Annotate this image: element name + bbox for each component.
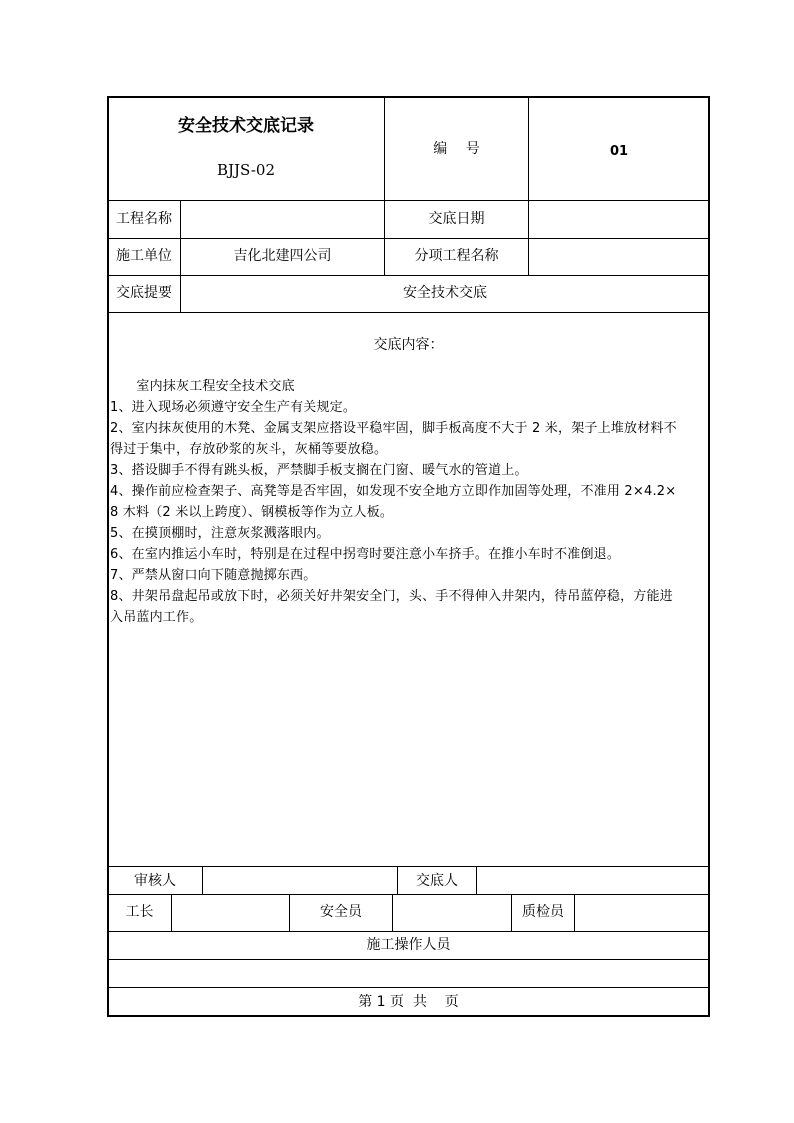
- content-line: 8 木料（2 米以上跨度）、钢模板等作为立人板。: [110, 505, 394, 520]
- unit-label: 施工单位: [116, 248, 172, 264]
- number-label: 编 号: [433, 141, 480, 157]
- foreman-label: 工长: [125, 904, 154, 920]
- content-line: 6、在室内推运小车时，特别是在过程中拐弯时要注意小车挤手。在推小车时不准倒退。: [110, 547, 621, 562]
- unit-value[interactable]: 吉化北建四公司: [233, 248, 332, 264]
- presenter-label: 交底人: [416, 873, 458, 889]
- quality-field[interactable]: [575, 895, 709, 931]
- content-line: 1、进入现场必须遵守安全生产有关规定。: [110, 400, 357, 415]
- summary-label: 交底提要: [116, 285, 172, 301]
- safety-label: 安全员: [320, 904, 362, 920]
- content-line: 5、在摸顶棚时，注意灰浆溅落眼内。: [110, 526, 330, 541]
- foreman-field[interactable]: [172, 895, 289, 931]
- reviewer-label: 审核人: [134, 873, 176, 889]
- safety-field[interactable]: [393, 895, 511, 931]
- content-line: 3、搭设脚手不得有跳头板，严禁脚手板支搁在门窗、暖气水的管道上。: [110, 463, 528, 478]
- content-line: 8、井架吊盘起吊或放下时，必须关好井架安全门，头、手不得伸入井架内，待吊蓝停稳，方能进: [110, 589, 673, 604]
- page-number: 第 1 页 共 页: [358, 994, 459, 1010]
- date-label: 交底日期: [428, 211, 485, 227]
- content-line: 得过于集中，存放砂浆的灰斗，灰桶等要放稳。: [110, 442, 388, 457]
- content-line: 7、严禁从窗口向下随意抛掷东西。: [110, 568, 317, 583]
- number-value: 01: [609, 144, 629, 159]
- sub-project-label: 分项工程名称: [414, 248, 499, 264]
- content-line: 室内抹灰工程安全技术交底: [110, 379, 295, 394]
- content-heading: 交底内容：: [373, 337, 444, 353]
- content-line: 4、操作前应检查架子、高凳等是否牢固，如发现不安全地方立即作加固等处理，不准用 2×4.2×: [110, 484, 677, 499]
- workers-field[interactable]: [108, 960, 709, 987]
- workers-label: 施工操作人员: [366, 937, 451, 953]
- form-title: 安全技术交底记录: [178, 116, 314, 136]
- quality-label: 质检员: [522, 904, 564, 920]
- summary-value[interactable]: 安全技术交底: [403, 285, 487, 301]
- project-name-label: 工程名称: [116, 211, 172, 227]
- content-line: 入吊蓝内工作。: [110, 610, 203, 625]
- content-line: 2、室内抹灰使用的木凳、金属支架应搭设平稳牢固，脚手板高度不大于 2 米，架子上堆放材料不: [110, 421, 677, 436]
- form-code: BJJS-02: [216, 161, 276, 179]
